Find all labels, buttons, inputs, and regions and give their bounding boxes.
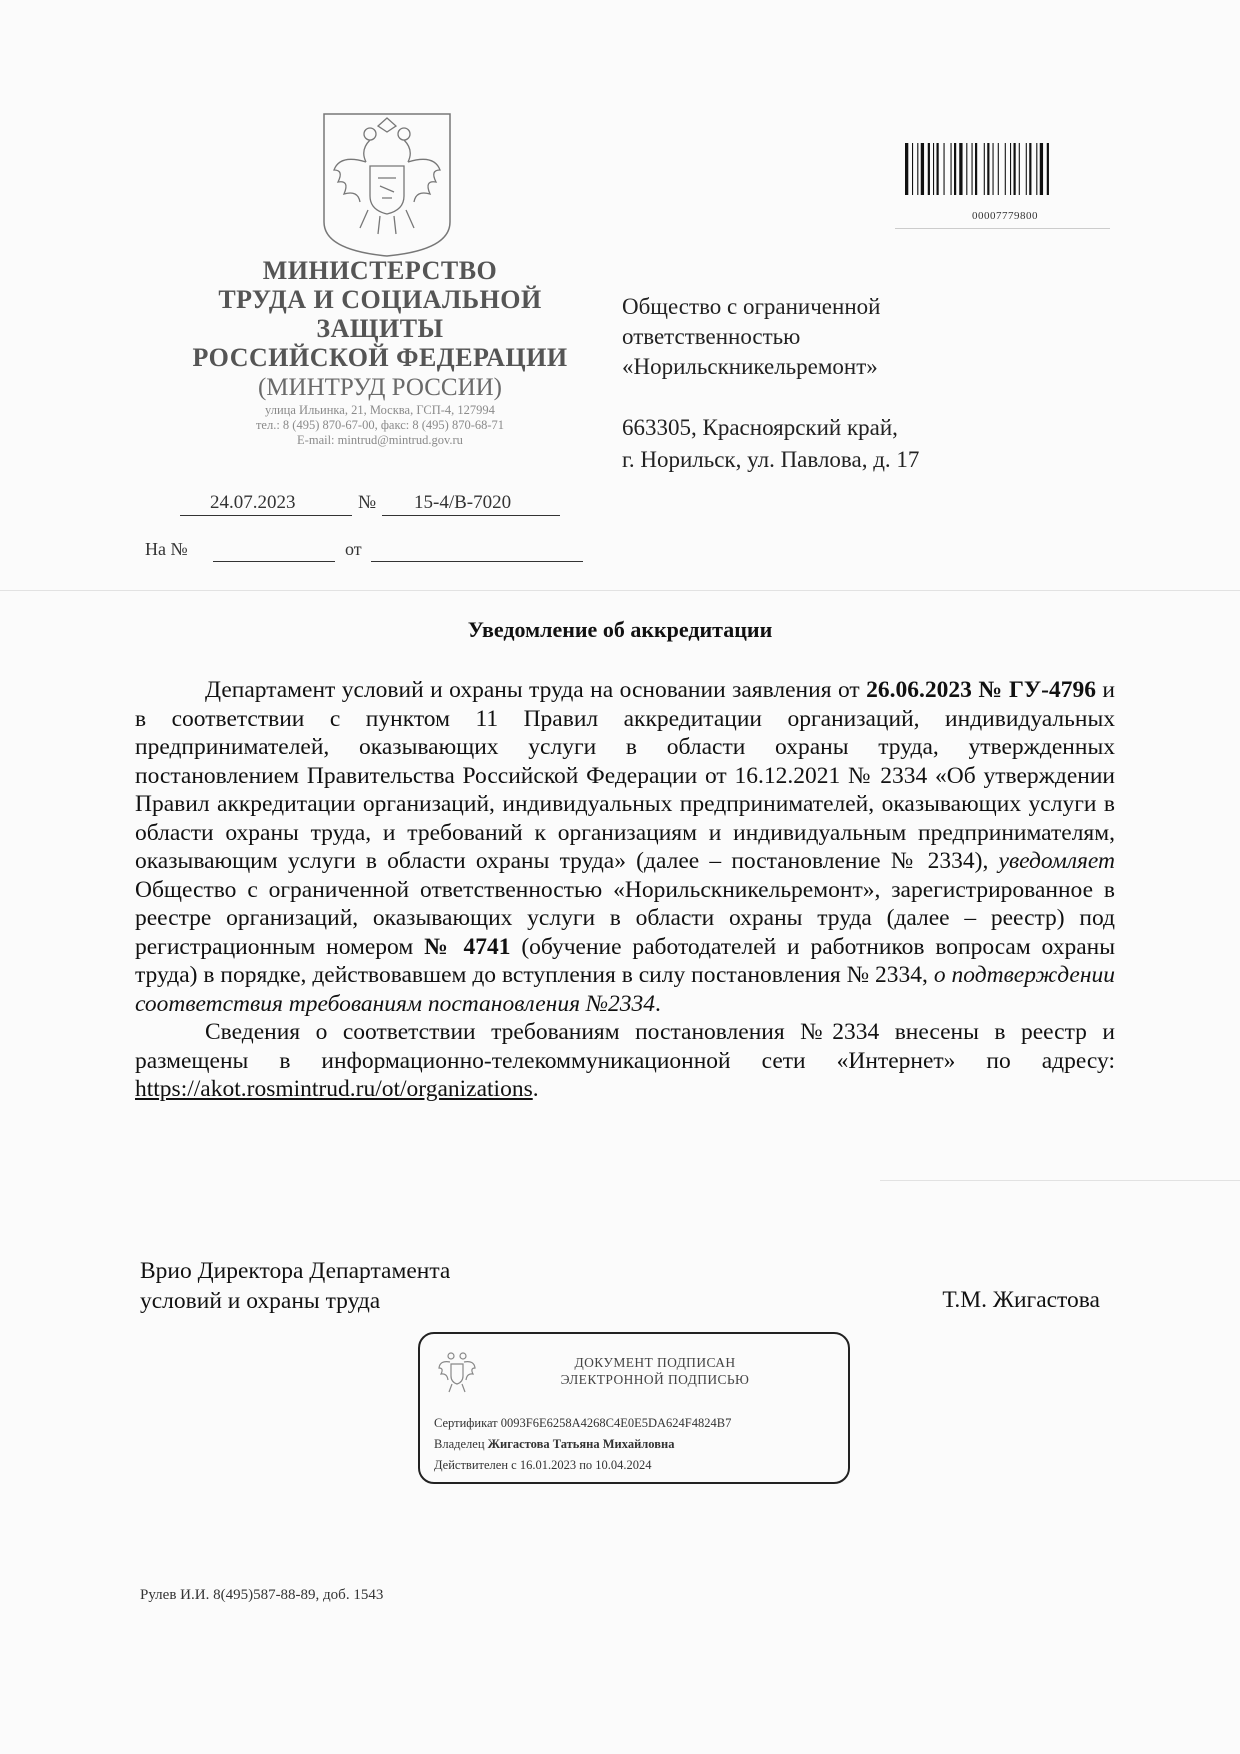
ministry-address: улица Ильинка, 21, Москва, ГСП-4, 127994	[265, 403, 495, 417]
registration-number-sign: №	[358, 492, 377, 513]
text-run: Общество с ограниченной ответственностью «Норильскникельремонт», зарегистрированное в реестре организаций, оказывающих услуги в области охраны труда (далее – реестр) под регистрационным номером	[135, 876, 1115, 960]
stamp-heading	[490, 1354, 820, 1388]
signer-name: Т.М. Жигастова	[942, 1287, 1100, 1313]
addressee-line-1: Общество с ограниченной	[622, 294, 881, 319]
ministry-name-line-3: ЗАЩИТЫ	[316, 314, 444, 343]
certificate-value: 0093F6E6258A4268C4E0E5DA624F4824B7	[500, 1416, 732, 1430]
addressee-address-line-1: 663305, Красноярский край,	[622, 415, 898, 440]
ministry-name-line-1: МИНИСТЕРСТВО	[262, 256, 498, 285]
body-paragraph-1	[135, 676, 1115, 1018]
ministry-name-line-4: РОССИЙСКОЙ ФЕДЕРАЦИИ	[192, 343, 568, 372]
document-heading: Уведомление об аккредитации	[467, 617, 773, 642]
text-run: .	[532, 1076, 539, 1102]
registration-date: 24.07.2023	[210, 492, 296, 513]
reference-number-label: На №	[145, 539, 188, 559]
ministry-header	[160, 256, 600, 448]
stamp-owner	[434, 1437, 844, 1452]
notify-word: уведомляет	[998, 848, 1115, 874]
addressee-line-3: «Норильскникельремонт»	[622, 354, 878, 379]
owner-value: Жигастова Татьяна Михайловна	[487, 1437, 675, 1451]
coat-of-arms-emblem	[320, 110, 454, 258]
owner-label: Владелец	[434, 1437, 485, 1451]
text-run: (обучение работодателей и работников вопросам охраны труда) в порядке, действовавшем до вступления в силу постановления № 2334,	[135, 933, 1116, 988]
reference-line	[145, 538, 585, 566]
application-reference: 26.06.2023 № ГУ-4796	[866, 677, 1096, 703]
barcode	[905, 143, 1105, 195]
signer-position	[140, 1256, 560, 1316]
stamp-heading-line-1: ДОКУМЕНТ ПОДПИСАН	[574, 1355, 736, 1370]
divider	[895, 228, 1110, 229]
electronic-signature-stamp	[418, 1332, 850, 1484]
ministry-phones: тел.: 8 (495) 870-67-00, факс: 8 (495) 870-68-71	[255, 418, 505, 432]
addressee-line-2: ответственностью	[622, 324, 801, 349]
body-paragraph-2	[135, 1018, 1115, 1104]
stamp-certificate	[434, 1416, 844, 1431]
document-body	[135, 676, 1115, 1104]
text-run: и в соответствии с пунктом 11 Правил аккредитации организаций, индивидуальных предпринимателей, оказывающих услуги в области охраны труда, утвержденных постановлением Правительства Российской Федерации от 16.12.2021 № 2334 «Об утверждении Правил аккредитации организаций, индивидуальных предпринимателей, оказывающих услуги в области охраны труда, и требований к организациям и индивидуальным предпринимателям, оказывающим услуги в области охраны труда» (далее – постановление № 2334),	[135, 677, 1116, 874]
certificate-label: Сертификат	[434, 1416, 498, 1430]
registration-number: 15-4/В-7020	[414, 492, 512, 513]
text-run: Департамент условий и охраны труда на основании заявления от	[205, 677, 867, 703]
text-run: .	[655, 990, 661, 1017]
ministry-email: E-mail: mintrud@mintrud.gov.ru	[297, 433, 463, 447]
executor-contact: Рулев И.И. 8(495)587-88-89, доб. 1543	[140, 1587, 384, 1603]
ministry-short-name: (МИНТРУД РОССИИ)	[257, 374, 503, 401]
valid-from: 16.01.2023	[519, 1458, 577, 1472]
signer-position-line-2: условий и охраны труда	[140, 1288, 381, 1314]
valid-label: Действителен с	[434, 1458, 517, 1472]
stamp-heading-line-2: ЭЛЕКТРОННОЙ ПОДПИСЬЮ	[560, 1372, 750, 1387]
valid-to-label: по	[579, 1458, 593, 1472]
text-run: Сведения о соответствии требованиям постановления №2334 внесены в реестр и размещены в информационно-телекоммуникационной сети «Интернет» по адресу:	[135, 1019, 1115, 1074]
addressee-address	[622, 412, 1022, 476]
registry-link[interactable]: https://akot.rosmintrud.ru/ot/organizations	[135, 1076, 533, 1102]
addressee-block	[622, 292, 1022, 382]
barcode-number: 00007779800	[972, 210, 1038, 222]
addressee-address-line-2: г. Норильск, ул. Павлова, д. 17	[622, 447, 920, 472]
reference-from-label: от	[345, 539, 362, 559]
stamp-validity	[434, 1458, 844, 1473]
registration-number-ref: № 4741	[424, 933, 511, 960]
fold-line	[0, 590, 1240, 591]
signer-position-line-1: Врио Директора Департамента	[140, 1258, 451, 1284]
registration-line	[180, 490, 560, 520]
fold-line	[880, 1180, 1240, 1181]
valid-to: 10.04.2024	[595, 1458, 652, 1472]
coat-of-arms-icon	[436, 1348, 478, 1394]
ministry-name-line-2: ТРУДА И СОЦИАЛЬНОЙ	[218, 285, 542, 314]
confirmation-phrase: о подтверждении соответствия требованиям постановления №2334	[135, 962, 1115, 1017]
